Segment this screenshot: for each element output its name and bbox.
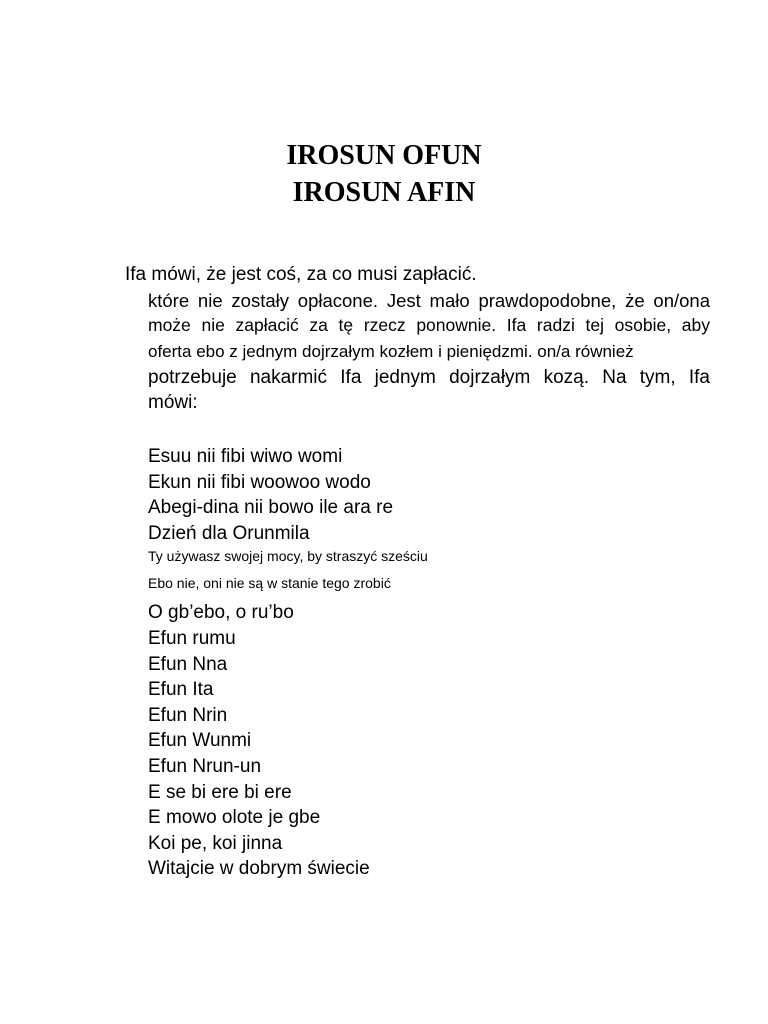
intro-line: mówi:: [148, 392, 198, 413]
intro-line: może nie zapłacić za tę rzecz ponownie. Ifa radzi tej osobie, aby: [148, 315, 710, 335]
verse-line: E mowo olote je gbe: [148, 807, 321, 829]
intro-line: które nie zostały opłacone. Jest mało prawdopodobne, że on/ona: [148, 290, 710, 311]
verse-line: Efun Nna: [148, 653, 228, 675]
verse-block: [148, 444, 428, 882]
intro-paragraph: [148, 288, 710, 416]
verse-line: Abegi-dina nii bowo ile ara re: [148, 497, 394, 519]
title-line-2: IROSUN AFIN: [292, 177, 476, 208]
verse-line: Koi pe, koi jinna: [148, 832, 283, 854]
verse-line: Witajcie w dobrym świecie: [148, 858, 370, 880]
verse-line: Dzień dla Orunmila: [148, 522, 310, 544]
verse-line: Efun rumu: [148, 627, 236, 649]
verse-line: Efun Wunmi: [148, 730, 252, 752]
verse-line: O gb’ebo, o ru’bo: [148, 602, 294, 624]
intro-first-line: Ifa mówi, że jest coś, za co musi zapłacić.: [125, 264, 477, 285]
verse-small-line: Ebo nie, oni nie są w stanie tego zrobić: [148, 575, 391, 592]
verse-line: Efun Nrun-un: [148, 755, 262, 777]
verse-line: E se bi ere bi ere: [148, 781, 292, 803]
verse-line: Esuu nii fibi wiwo womi: [148, 446, 343, 467]
verse-line: Efun Nrin: [148, 704, 228, 726]
intro-line: potrzebuje nakarmić Ifa jednym dojrzałym kozą. Na tym, Ifa: [148, 367, 710, 388]
intro-line: oferta ebo z jednym dojrzałym kozłem i pieniędzmi. on/a również: [148, 342, 634, 361]
verse-line: Efun Ita: [148, 679, 214, 701]
verse-line: Ekun nii fibi woowoo wodo: [148, 471, 371, 493]
title-line-1: IROSUN OFUN: [286, 140, 482, 171]
verse-small-line: Ty używasz swojej mocy, by straszyć sześciu: [148, 548, 428, 565]
